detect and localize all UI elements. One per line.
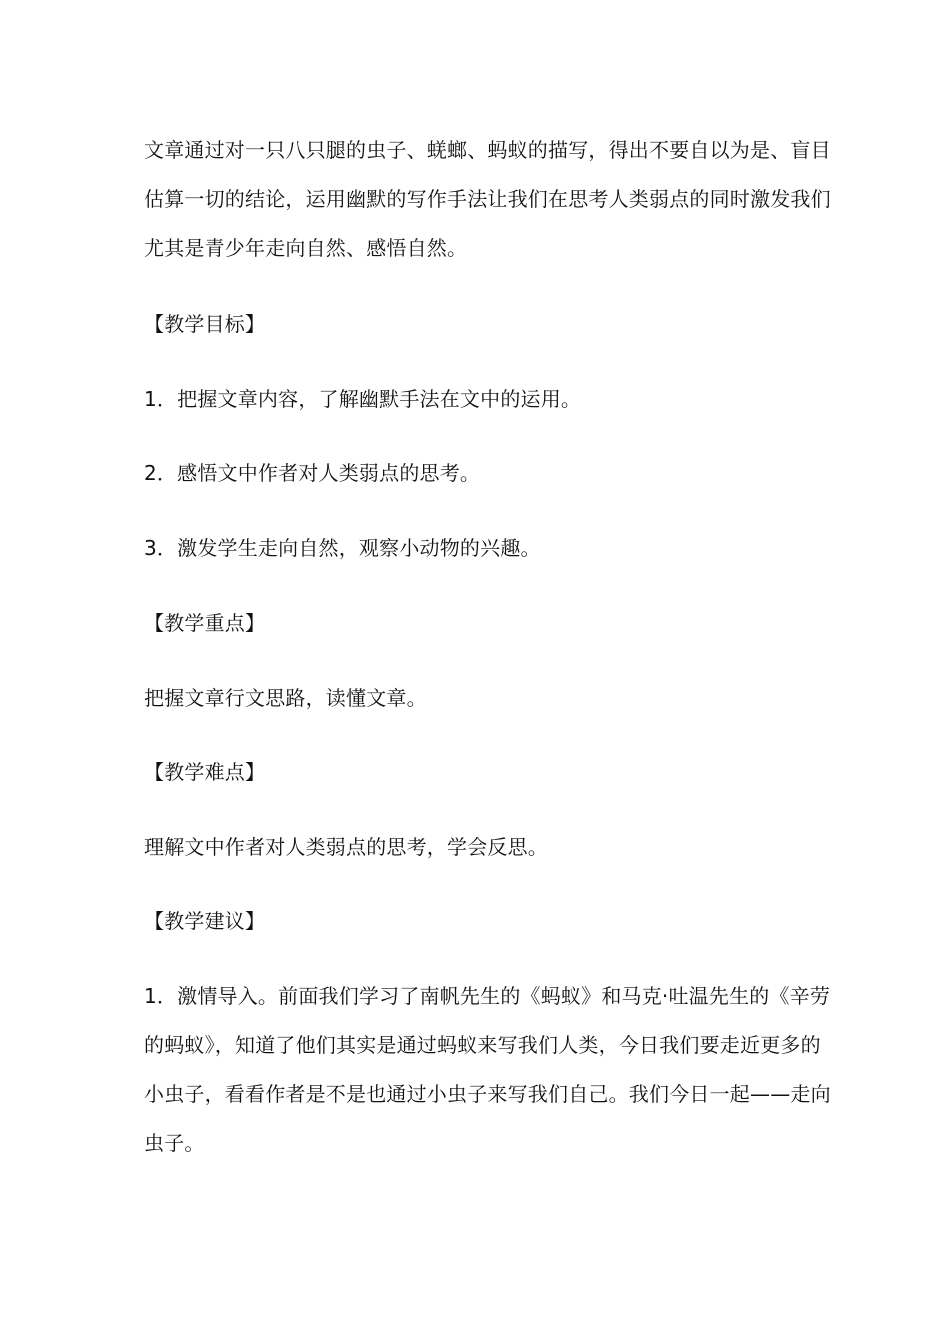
paragraph-text: 把握文章行文思路，读懂文章。 — [144, 686, 427, 710]
suggestion-line: 虫子。 — [144, 1131, 205, 1155]
list-item: 1．把握文章内容，了解幽默手法在文中的运用。 — [144, 387, 582, 411]
suggestion-line: 小虫子，看看作者是不是也通过小虫子来写我们自己。我们今日一起——走向 — [144, 1082, 831, 1106]
intro-paragraph — [144, 126, 831, 273]
difficulties-heading — [144, 748, 808, 797]
objective-item-1 — [144, 375, 808, 424]
intro-line: 尤其是青少年走向自然、感悟自然。 — [144, 236, 468, 260]
suggestion-line: 1．激情导入。前面我们学习了南帆先生的《蚂蚁》和马克·吐温先生的《辛劳 — [144, 984, 831, 1008]
intro-line: 估算一切的结论，运用幽默的写作手法让我们在思考人类弱点的同时激发我们 — [144, 187, 831, 211]
suggestion-line: 的蚂蚁》，知道了他们其实是通过蚂蚁来写我们人类，今日我们要走近更多的 — [144, 1033, 821, 1057]
list-item: 2．感悟文中作者对人类弱点的思考。 — [144, 461, 481, 485]
key-points-text — [144, 674, 808, 723]
objectives-heading — [144, 300, 808, 349]
objective-item-2 — [144, 449, 808, 498]
objective-item-3 — [144, 524, 808, 573]
section-heading: 【教学难点】 — [144, 760, 266, 784]
section-heading: 【教学目标】 — [144, 312, 266, 336]
suggestions-paragraph — [144, 972, 831, 1168]
paragraph-text: 理解文中作者对人类弱点的思考，学会反思。 — [144, 835, 548, 859]
intro-line: 文章通过对一只八只腿的虫子、蜣螂、蚂蚁的描写，得出不要自以为是、盲目 — [144, 138, 831, 162]
list-item: 3．激发学生走向自然，观察小动物的兴趣。 — [144, 536, 541, 560]
section-heading: 【教学建议】 — [144, 909, 266, 933]
section-heading: 【教学重点】 — [144, 611, 266, 635]
key-points-heading — [144, 599, 808, 648]
suggestions-heading — [144, 897, 808, 946]
difficulties-text — [144, 823, 808, 872]
